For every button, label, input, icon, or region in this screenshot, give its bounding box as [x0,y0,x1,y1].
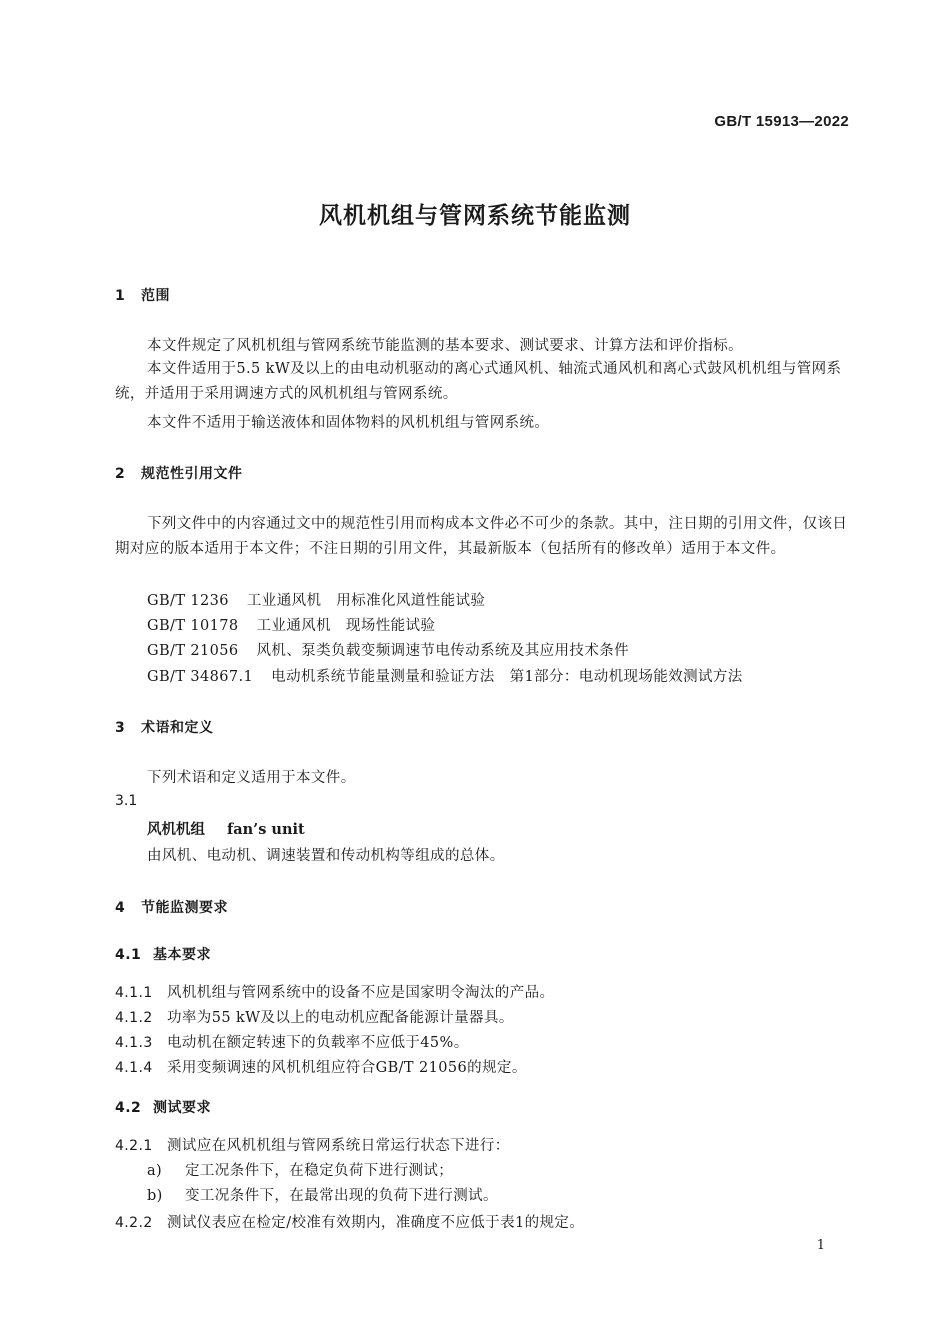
clause-number: 4.1.4 [115,1060,153,1076]
clause-text: 功率为55 kW及以上的电动机应配备能源计量器具。 [167,1010,514,1026]
section-title: 节能监测要求 [141,900,228,916]
section-number: 3 [115,720,126,736]
term-entry [147,818,305,839]
document-title: 风机机组与管网系统节能监测 [319,203,631,229]
section-number: 4.1 [115,947,142,963]
clause-number: 4.2.2 [115,1215,153,1231]
term-chinese: 风机机组 [147,822,205,838]
clause-text: 风机机组与管网系统中的设备不应是国家明令淘汰的产品。 [167,985,555,1001]
reference-code: GB/T 10178 [147,618,239,634]
section-title: 规范性引用文件 [141,466,243,482]
section-4-2-heading [115,1097,211,1117]
term-number: 3.1 [115,793,138,809]
paragraph: 本文件不适用于输送液体和固体物料的风机机组与管网系统。 [147,415,550,431]
section-4-1-heading [115,944,211,964]
clause-number: 4.1.3 [115,1035,153,1051]
normative-reference [147,589,485,610]
section-1-heading [115,285,170,305]
reference-title: 风机、泵类负载变频调速节电传动系统及其应用技术条件 [256,643,630,659]
normative-reference [147,639,629,660]
term-english: fan’s unit [227,821,305,838]
clause [115,1211,584,1232]
list-item [147,1184,498,1205]
clause [115,1031,469,1052]
reference-title: 电动机系统节能量测量和验证方法 第1部分：电动机现场能效测试方法 [271,669,743,685]
clause-text: 电动机在额定转速下的负载率不应低于45%。 [167,1035,469,1051]
section-number: 4 [115,900,126,916]
list-marker: b) [147,1188,163,1204]
clause-text: 测试仪表应在检定/校准有效期内，准确度不应低于表1的规定。 [167,1215,585,1231]
reference-title: 工业通风机 现场性能试验 [256,618,436,634]
reference-code: GB/T 21056 [147,643,239,659]
clause-number: 4.1.1 [115,985,153,1001]
section-3-heading [115,717,214,737]
list-text: 变工况条件下，在最常出现的负荷下进行测试。 [185,1188,498,1204]
normative-reference [147,614,435,635]
paragraph: 下列文件中的内容通过文中的规范性引用而构成本文件必不可少的条款。其中，注日期的引用文件，仅该日期对应的版本适用于本文件；不注日期的引用文件，其最新版本（包括所有的修改单）适用于本文件。 [115,516,848,557]
clause-text: 测试应在风机机组与管网系统日常运行状态下进行： [167,1138,510,1154]
section-4-heading [115,897,228,917]
section-title: 测试要求 [153,1100,211,1116]
list-item [147,1159,453,1180]
clause-text: 采用变频调速的风机机组应符合GB/T 21056的规定。 [167,1060,527,1076]
paragraph: 下列术语和定义适用于本文件。 [147,770,356,786]
clause-number: 4.1.2 [115,1010,153,1026]
paragraph: 本文件适用于5.5 kW及以上的由电动机驱动的离心式通风机、轴流式通风机和离心式鼓风机机组与管网系统，并适用于采用调速方式的风机机组与管网系统。 [115,361,842,402]
list-marker: a) [147,1163,163,1179]
section-number: 1 [115,288,126,304]
list-text: 定工况条件下，在稳定负荷下进行测试； [185,1163,454,1179]
reference-title: 工业通风机 用标准化风道性能试验 [246,593,486,609]
term-definition: 由风机、电动机、调速装置和传动机构等组成的总体。 [147,848,505,864]
section-2-heading [115,463,243,483]
normative-reference [147,665,743,686]
clause [115,1056,527,1077]
clause [115,1006,514,1027]
clause-number: 4.2.1 [115,1138,153,1154]
page-number: 1 [816,1238,825,1253]
section-title: 基本要求 [153,947,211,963]
standard-code: GB/T 15913—2022 [714,113,849,130]
paragraph: 本文件规定了风机机组与管网系统节能监测的基本要求、测试要求、计算方法和评价指标。 [147,338,743,354]
clause [115,1134,510,1155]
clause [115,981,554,1002]
reference-code: GB/T 34867.1 [147,669,254,685]
section-number: 4.2 [115,1100,142,1116]
section-title: 范围 [141,288,170,304]
reference-code: GB/T 1236 [147,593,229,609]
section-title: 术语和定义 [141,720,214,736]
section-number: 2 [115,466,126,482]
